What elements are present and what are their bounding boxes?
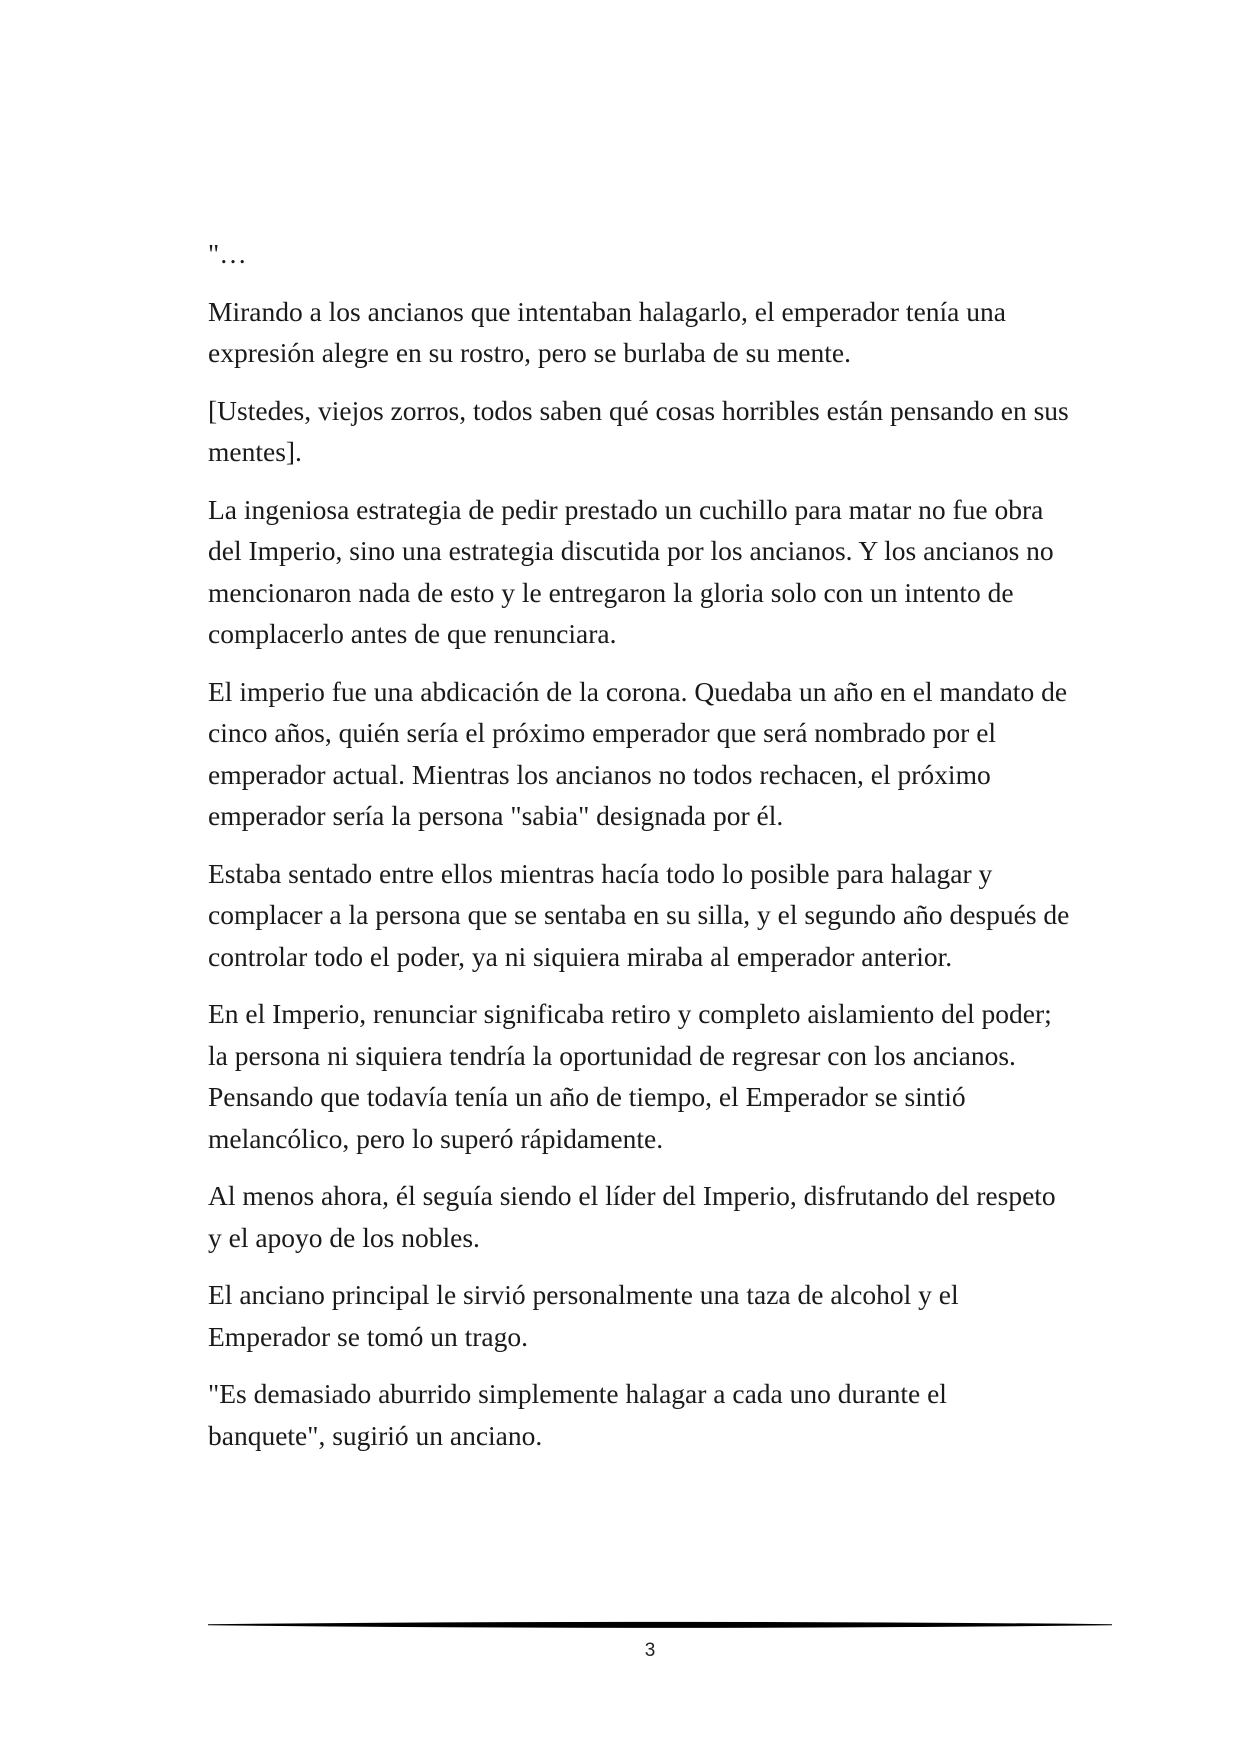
paragraph: "… [208, 238, 247, 269]
footer-ornamental-rule [208, 1618, 1112, 1632]
paragraph: "Es demasiado aburrido simplemente halagar a cada uno durante el banquete", sugirió un anciano. [208, 1378, 947, 1451]
paragraph: Al menos ahora, él seguía siendo el líder del Imperio, disfrutando del respeto y el apoyo de los nobles. [208, 1180, 1056, 1253]
paragraph: [Ustedes, viejos zorros, todos saben qué cosas horribles están pensando en sus mentes]. [208, 394, 1069, 467]
page-number: 3 [644, 1640, 656, 1661]
paragraph: Mirando a los ancianos que intentaban halagarlo, el emperador tenía una expresión alegre en su rostro, pero se burlaba de su mente. [208, 295, 1006, 368]
paragraph: El imperio fue una abdicación de la corona. Quedaba un año en el mandato de cinco años, quién sería el próximo emperador que será nombrado por el emperador actual. Mientras los ancianos no todos rechacen, el próximo emperador sería la persona "sabia" designada por él. [208, 675, 1068, 831]
paragraph: El anciano principal le sirvió personalmente una taza de alcohol y el Emperador se tomó un trago. [208, 1279, 959, 1352]
paragraph: La ingeniosa estrategia de pedir prestado un cuchillo para matar no fue obra del Imperio, sino una estrategia discutida por los ancianos. Y los ancianos no mencionaron nada de esto y le entregaron la gloria solo con un intento de complacerlo antes de que renunciara. [208, 493, 1054, 649]
footer-rule-shape [208, 1622, 1112, 1628]
body-text [208, 233, 1070, 1472]
paragraph: En el Imperio, renunciar significaba retiro y completo aislamiento del poder; la persona ni siquiera tendría la oportunidad de regresar con los ancianos. Pensando que todavía tenía un año de tiempo, el Emperador se sintió melancólico, pero lo superó rápidamente. [208, 998, 1052, 1154]
paragraph: Estaba sentado entre ellos mientras hacía todo lo posible para halagar y complacer a la persona que se sentaba en su silla, y el segundo año después de controlar todo el poder, ya ni siquiera miraba al emperador anterior. [208, 857, 1070, 972]
